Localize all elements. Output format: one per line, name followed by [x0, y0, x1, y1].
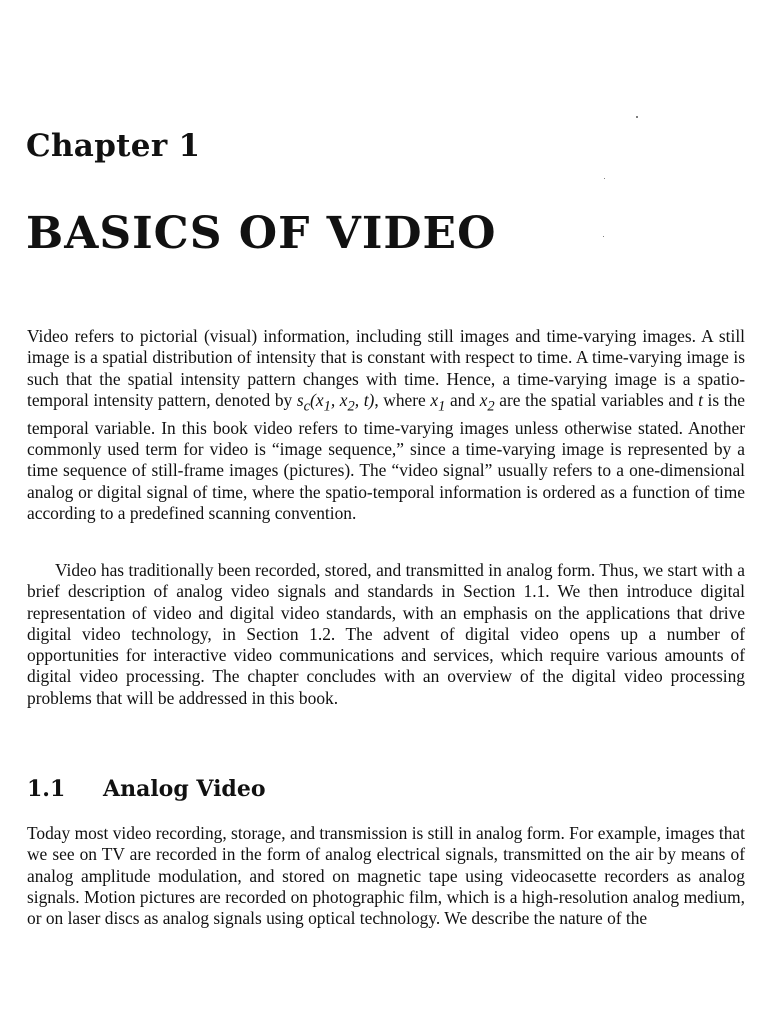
intro-paragraph-2: Video has traditionally been recorded, stored, and transmitted in analog form. Thus, we start with a brief description of analog video signals and standards in Section 1.1. We then introduce digital representation of video and digital video standards, with an emphasis on the applications that drive digital video technology, in Section 1.2. The advent of digital video opens up a number of opportunities for interactive video communications and services, which require various amounts of digital video processing. The chapter concludes with an overview of the digital video processing problems that will be addressed in this book. — [27, 560, 745, 708]
math-t: t — [698, 389, 703, 410]
chapter-title: BASICS OF VIDEO — [26, 208, 497, 259]
section-heading — [27, 776, 266, 802]
intro-text-e: is the temporal variable. In this book video refers to time-varying images unless otherwise stated. Another commonly used term for video is “image sequence,” since a time-varying image is represented by a time sequence of still-frame images (pictures). The “video signal” usually refers to a one-dimensional analog or digital signal of time, where the spatio-temporal information is ordered as a function of time according to a predefined scanning convention. — [27, 389, 745, 523]
intro-text-b: , where — [374, 389, 431, 410]
section-number: 1.1 — [27, 776, 66, 802]
intro-text-a: Video refers to pictorial (visual) information, including still images and time-varying images. A still image is a spatial distribution of intensity that is constant with respect to time. A time-varying image is such that the spatial intensity pattern changes with time. Hence, a time-varying image is a spatio-temporal intensity pattern, denoted by — [27, 326, 745, 410]
math-x1: $x_1$ — [430, 389, 446, 415]
scan-speck — [604, 178, 605, 179]
scan-speck — [636, 116, 638, 118]
section-title: Analog Video — [103, 776, 266, 802]
section-paragraph-1: Today most video recording, storage, and transmission is still in analog form. For example, images that we see on TV are recorded in the form of analog electrical signals, transmitted on the air by means of analog amplitude modulation, and stored on magnetic tape using videocasette recorders as analog signals. Motion pictures are recorded on photographic film, which is a high-resolution analog medium, or on laser discs as analog signals using optical technology. We describe the nature of the — [27, 823, 745, 929]
chapter-label: Chapter 1 — [26, 128, 201, 164]
scan-speck — [603, 236, 604, 237]
intro-text-c: and — [445, 389, 480, 410]
intro-text-d: are the spatial variables and — [494, 389, 699, 410]
intro-paragraph-1 — [27, 326, 745, 524]
math-x2: $x_2$ — [479, 389, 495, 415]
math-sc: $s_c(x_1$, $x_2$, t) — [296, 389, 375, 415]
